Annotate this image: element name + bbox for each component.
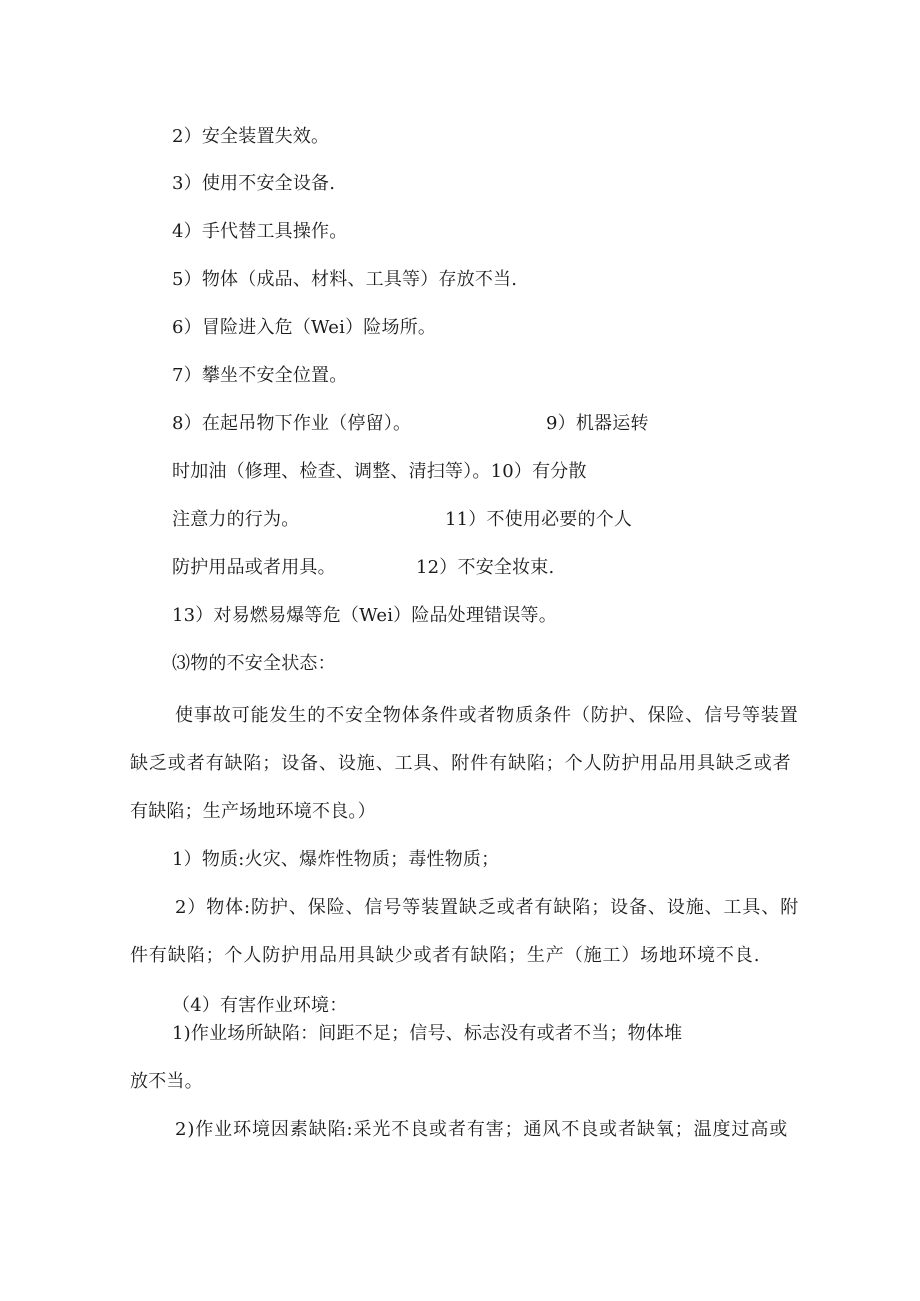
list-item-7: 7）攀坐不安全位置。 xyxy=(172,365,348,386)
list-item-11: 11）不使用必要的个人 xyxy=(445,509,633,530)
sub-item-2: 2）物体:防护、保险、信号等装置缺乏或者有缺陷；设备、设施、工具、附 xyxy=(175,897,800,918)
env-item-1: 1)作业场所缺陷：间距不足；信号、标志没有或者不当；物体堆 xyxy=(172,1023,683,1044)
sub-item-1: 1）物质:火灾、爆炸性物质；毒性物质； xyxy=(172,849,500,870)
list-item-5: 5）物体（成品、材料、工具等）存放不当. xyxy=(172,269,518,290)
list-item-4: 4）手代替工具操作。 xyxy=(172,221,348,242)
list-item-12: 12）不安全妆束. xyxy=(416,557,555,578)
list-item-9: 9）机器运转 xyxy=(546,413,649,434)
list-item-9-continued: 时加油（修理、检查、调整、清扫等）。10）有分散 xyxy=(172,461,587,482)
list-item-11-continued: 防护用品或者用具。 xyxy=(172,557,336,578)
paragraph-line: 使事故可能发生的不安全物体条件或者物质条件（防护、保险、信号等装置 xyxy=(175,705,799,726)
section-heading-harmful-environment: （4）有害作业环境： xyxy=(172,995,348,1016)
list-item-8: 8）在起吊物下作业（停留）。 xyxy=(172,413,412,434)
env-item-2: 2)作业环境因素缺陷:采光不良或者有害；通风不良或者缺氧；温度过高或 xyxy=(175,1119,789,1140)
list-item-10-continued: 注意力的行为。 xyxy=(172,509,300,530)
paragraph-line: 有缺陷；生产场地环境不良。） xyxy=(130,801,376,822)
list-item-2: 2）安全装置失效。 xyxy=(172,126,330,147)
env-item-1-continued: 放不当。 xyxy=(130,1071,203,1092)
section-heading-unsafe-state: ⑶物的不安全状态： xyxy=(172,653,336,674)
sub-item-2-continued: 件有缺陷；个人防护用品用具缺少或者有缺陷；生产（施工）场地环境不良. xyxy=(130,945,761,966)
paragraph-line: 缺乏或者有缺陷；设备、设施、工具、附件有缺陷；个人防护用品用具缺乏或者 xyxy=(130,753,792,774)
list-item-6: 6）冒险进入危（Wei）险场所。 xyxy=(172,317,437,338)
list-item-3: 3）使用不安全设备. xyxy=(172,173,336,194)
list-item-13: 13）对易燃易爆等危（Wei）险品处理错误等。 xyxy=(172,605,557,626)
